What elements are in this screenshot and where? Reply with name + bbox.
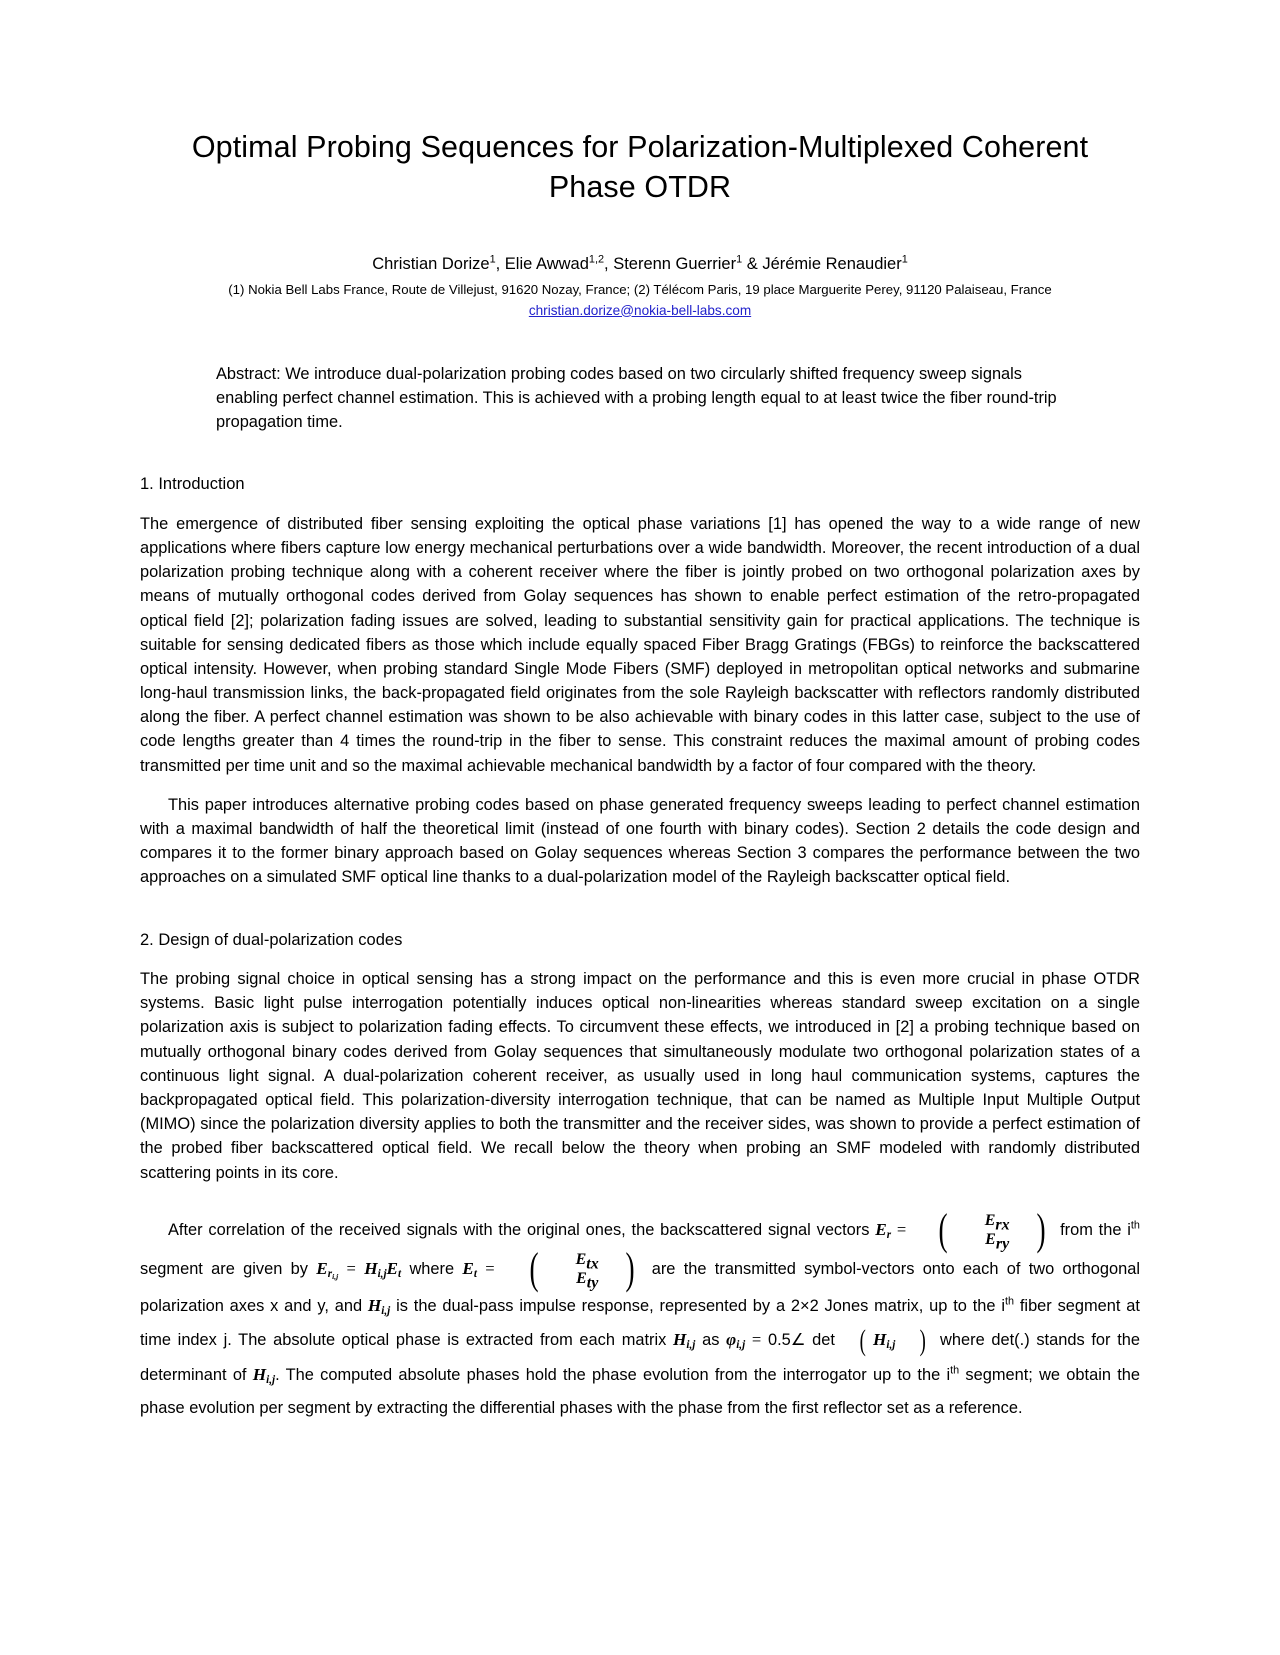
contact-email-line — [140, 303, 1140, 318]
author-affil-marker-4: 1 — [901, 253, 908, 266]
symbol-Hij-1: H — [364, 1258, 378, 1278]
symbol-Er: E — [875, 1219, 887, 1239]
author-list: Christian Dorize$^1$, Elie Awwad$^{1,2}$, Sterenn Guerrier$^1$ & Jérémie Renaudier$^1$ — [372, 253, 908, 274]
symbol-Hij-5-sub: i,j — [266, 1373, 276, 1386]
section-heading-introduction: 1. Introduction — [140, 475, 245, 494]
author-affil-marker-2: 1,2 — [588, 253, 605, 266]
symbol-Et-1-sub: t — [398, 1267, 402, 1280]
symbol-phi-sub: i,j — [736, 1339, 746, 1352]
math-text-seg1: After correlation of the received signals with the original ones, the backscattered signal vectors — [168, 1220, 870, 1239]
author-name-4: Jérémie Renaudier — [762, 255, 902, 274]
math-text-seg11: . The computed absolute phases hold the phase evolution from the interrogator up to the i — [275, 1365, 951, 1384]
symbol-Hij-4: H — [872, 1330, 887, 1350]
vector-Er — [913, 1204, 1053, 1254]
vector-Et-top: Etx — [575, 1250, 599, 1273]
math-text-seg3: segment are given by — [140, 1259, 308, 1278]
intro-paragraph-1: The emergence of distributed fiber sensing exploiting the optical phase variations [1] has opened the way to a wide range of new applications where fibers capture low energy mechanical perturbations over a wide bandwidth. Moreover, the recent introduction of a dual polarization probing technique along with a coherent receiver where the fiber is jointly probed on two orthogonal polarization axes by means of mutually orthogonal codes derived from Golay sequences has shown to enable perfect estimation of the retro-propagated optical field [2]; polarization fading issues are solved, leading to substantial sensitivity gain for practical applications. The technique is suitable for sensing dedicated fibers as those which include equally spaced Fiber Bragg Gratings (FBGs) to reinforce the backscattered optical intensity. However, when probing standard Single Mode Fibers (SMF) deployed in metropolitan optical networks and submarine long-haul transmission links, the back-propagated field originates from the sole Rayleigh backscatter with reflectors randomly distributed along the fiber. A perfect channel estimation was shown to be also achievable with binary codes in this latter case, subject to the use of code lengths greater than 4 times the round-trip in the fiber to sense. This constraint reduces the maximal amount of probing codes transmitted per time unit and so the maximal achievable mechanical bandwidth by a factor of four compared with the theory. — [140, 514, 1140, 775]
math-text-seg9: 0.5∠ det — [767, 1331, 835, 1350]
det-paren-close-icon: ) — [919, 1323, 927, 1357]
symbol-phi: φ — [726, 1330, 737, 1350]
math-equals-1: = — [896, 1219, 907, 1239]
vector-Er-top: Erx — [984, 1211, 1010, 1234]
symbol-Hij-2: H — [367, 1295, 382, 1315]
vector-Et — [504, 1244, 642, 1293]
paren-close-icon-2: ) — [625, 1244, 635, 1293]
symbol-Erij: E — [316, 1258, 328, 1278]
math-equals-3: = — [485, 1258, 495, 1278]
math-text-seg2: from the i — [1060, 1220, 1131, 1239]
math-text-seg7: fiber segment at time index j. The absolute optical phase is extracted from each matrix — [140, 1296, 1140, 1350]
symbol-Erij-sub: ri,j — [327, 1267, 339, 1281]
author-name-1: Christian Dorize — [372, 255, 490, 274]
ordinal-th-1: th — [1130, 1219, 1140, 1232]
symbol-Et-2-sub: t — [473, 1267, 477, 1280]
section-heading-design: 2. Design of dual-polarization codes — [140, 930, 403, 949]
symbol-Hij-2-sub: i,j — [381, 1304, 391, 1317]
math-text-seg5: are the transmitted symbol-vectors onto each of two orthogonal polarization axes x and y, and — [140, 1259, 1140, 1315]
ordinal-th-3: th — [950, 1364, 960, 1377]
author-affil-marker-3: 1 — [736, 253, 743, 266]
symbol-Hij-4-sub: i,j — [886, 1339, 896, 1352]
abstract-text: Abstract: We introduce dual-polarization probing codes based on two circularly shifted frequency sweep signals enabling perfect channel estimation. This is achieved with a probing length equal to at least twice the fiber round-trip propagation time. — [216, 364, 1057, 432]
symbol-Et-2: E — [462, 1258, 474, 1278]
paren-open-icon-2: ( — [529, 1244, 539, 1293]
intro-paragraph-2: This paper introduces alternative probing codes based on phase generated frequency sweeps leading to perfect channel estimation with a maximal bandwidth of half the theoretical limit (instead of one fourth with binary codes). Section 2 details the code design and compares it to the former binary approach based on Golay sequences whereas Section 3 compares the performance between the two approaches on a simulated SMF optical line thanks to a dual-polarization model of the Rayleigh backscatter optical field. — [140, 795, 1140, 887]
math-text-seg10: where det(.) stands for the determinant of — [140, 1331, 1140, 1384]
author-name-3: Sterenn Guerrier — [613, 255, 737, 274]
author-affil-marker-1: 1 — [489, 253, 496, 266]
contact-email-link[interactable]: christian.dorize@nokia-bell-labs.com — [528, 302, 752, 318]
affiliations: (1) Nokia Bell Labs France, Route de Villejust, 91620 Nozay, France; (2) Télécom Paris, 19 place Marguerite Perey, 91120 Palaiseau, France — [228, 282, 1052, 298]
page-title: Optimal Probing Sequences for Polarization-Multiplexed Coherent Phase OTDR — [191, 130, 1089, 204]
design-math-paragraph — [140, 1204, 1141, 1425]
ordinal-th-2: th — [1005, 1295, 1015, 1308]
symbol-Er-sub: r — [886, 1228, 892, 1241]
symbol-Hij-3-sub: i,j — [686, 1339, 696, 1352]
symbol-Hij-3: H — [673, 1330, 687, 1350]
math-equals-4: = — [751, 1330, 762, 1350]
paren-close-icon: ) — [1036, 1204, 1046, 1254]
design-paragraph-1: The probing signal choice in optical sensing has a strong impact on the performance and this is even more crucial in phase OTDR systems. Basic light pulse interrogation potentially induces optical non-linearities whereas standard sweep excitation on a single polarization axis is subject to polarization fading effects. To circumvent these effects, we introduced in [2] a probing technique based on mutually orthogonal binary codes derived from Golay sequences that simultaneously modulate two orthogonal polarization states of a continuous light signal. A dual-polarization coherent receiver, as usually used in long haul communication systems, captures the backpropagated optical field. This polarization-diversity interrogation technique, that can be named as Multiple Input Multiple Output (MIMO) since the polarization diversity applies to both the transmitter and the receiver sides, was shown to provide a perfect estimation of the probed fiber backscattered optical field. We recall below the theory when probing an SMF modeled with randomly distributed scattering points in its core. — [140, 970, 1140, 1182]
symbol-Hij-5: H — [252, 1364, 267, 1384]
vector-Er-bottom: Ery — [985, 1231, 1010, 1253]
paren-open-icon: ( — [938, 1204, 948, 1254]
math-text-seg4: where — [409, 1259, 455, 1278]
math-equals-2: = — [346, 1258, 356, 1278]
author-name-2: Elie Awwad — [504, 255, 589, 274]
symbol-Et-1: E — [386, 1258, 399, 1278]
math-text-seg6: is the dual-pass impulse response, represented by a 2×2 Jones matrix, up to the i — [396, 1296, 1005, 1315]
vector-Et-bottom: Ety — [576, 1270, 599, 1292]
symbol-Hij-1-sub: i,j — [377, 1267, 387, 1280]
math-text-seg8: as — [702, 1331, 720, 1350]
det-paren-open-icon: ( — [859, 1323, 866, 1357]
math-text-seg12: segment; we obtain the phase evolution per segment by extracting the differential phases with the phase from the first reflector set as a reference. — [140, 1365, 1141, 1418]
